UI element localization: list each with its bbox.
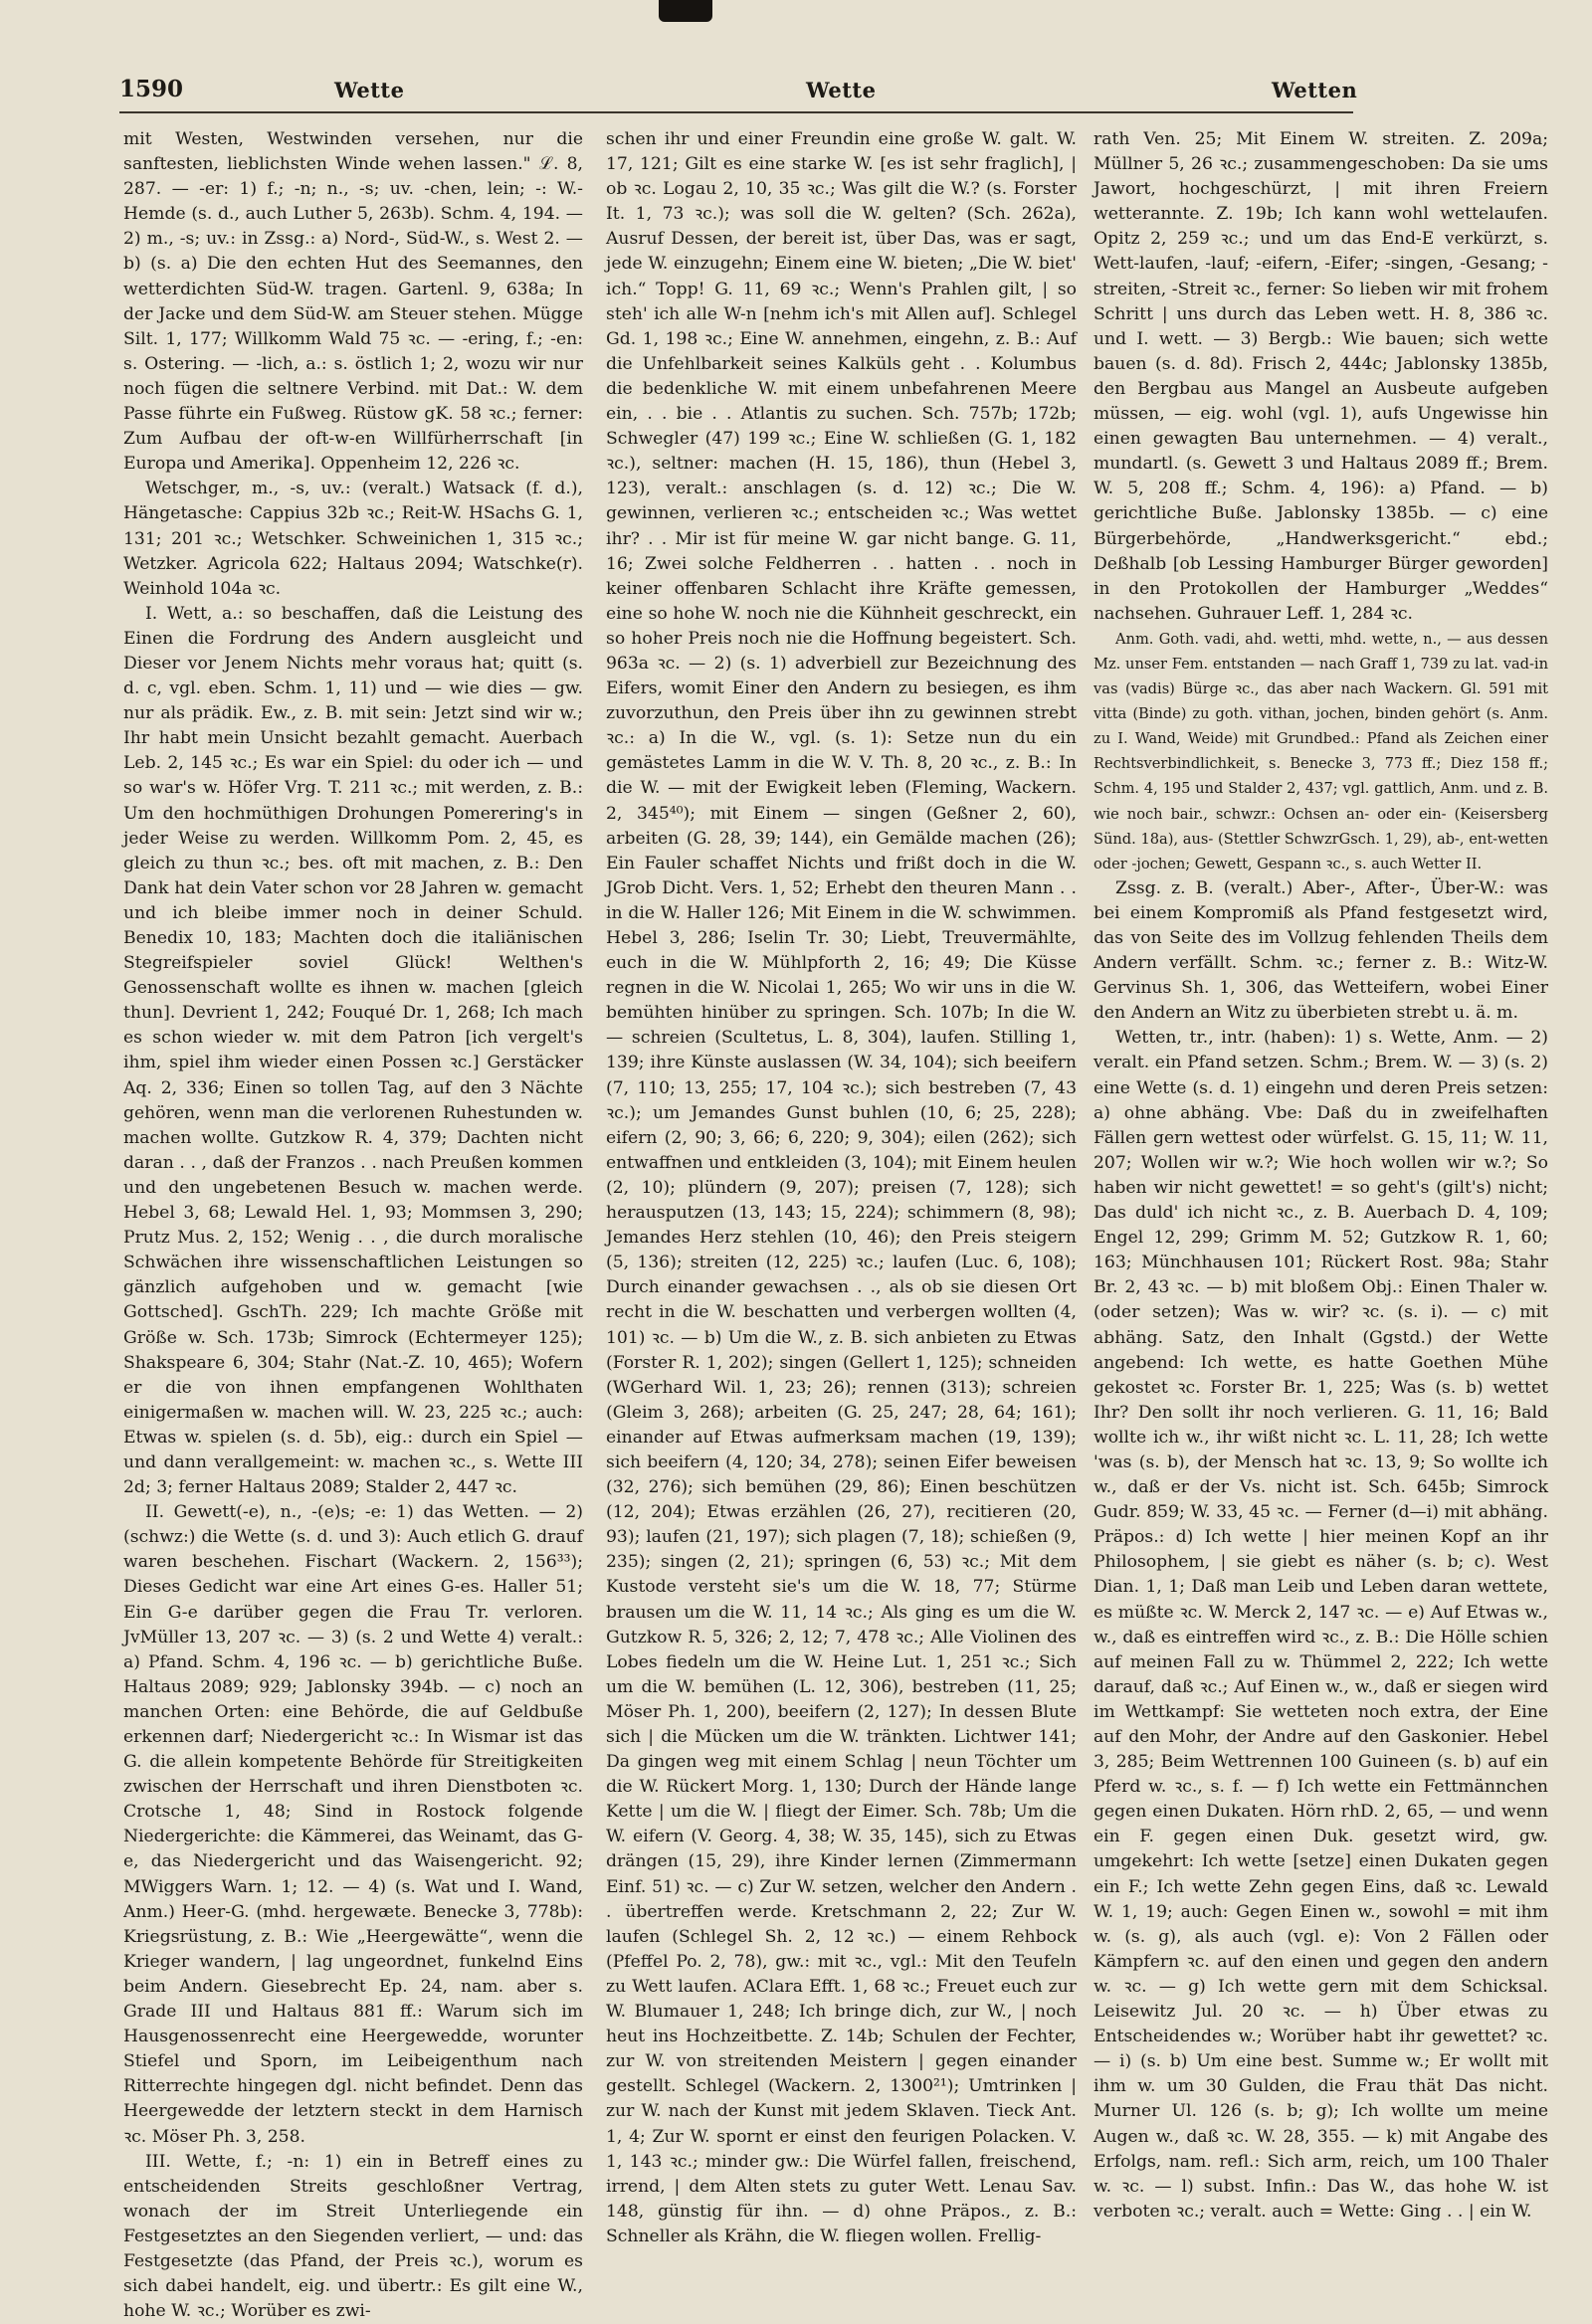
entry-wette-zusammensetzungen: Zssg. z. B. (veralt.) Aber-, After-, Über-W.: was bei einem Kompromiß als Pfand festgesetzt wird, das von Seite des im Vollzug fehlenden Theils dem Andern verfällt. Schm. ꝛc.; ferner z. B.: Witz-W. Gervinus Sh. 1, 306, das Wetteifern, wobei Einer den Andern an Witz zu überbieten strebt u. ä. m. bbox=[1094, 877, 1548, 1024]
column-right bbox=[1094, 127, 1548, 2222]
header-rule bbox=[119, 111, 1353, 113]
page-number: 1590 bbox=[119, 76, 184, 102]
entry-wette-continued: schen ihr und einer Freundin eine große W. galt. W. 17, 121; Gilt es eine starke W. [es ist sehr fraglich], | ob ꝛc. Logau 2, 10, 35 ꝛc.; Was gilt die W.? (s. Forster It. 1, 73 ꝛc.); was soll die W. gelten? (Sch. 262a), Ausruf Dessen, der bereit ist, über Das, was er sagt, jede W. einzugehn; Einem eine W. bieten; „Die W. biet' ich.“ Topp! G. 11, 69 ꝛc.; Wenn's Prahlen gilt, | so steh' ich alle W-n [nehm ich's mit Allen auf]. Schlegel Gd. 1, 198 ꝛc.; Eine W. annehmen, eingehn, z. B.: Auf die Unfehlbarkeit seines Kalküls geht . . Kolumbus die bedenkliche W. mit einem unbefahrenen Meere ein, . . bie . . Atlantis zu suchen. Sch. 757b; 172b; Schwegler (47) 199 ꝛc.; Eine W. schließen (G. 1, 182 ꝛc.), seltner: machen (H. 15, 186), thun (Hebel 3, 123), veralt.: anschlagen (s. d. 12) ꝛc.; Die W. gewinnen, verlieren ꝛc.; entscheiden ꝛc.; Was wettet ihr? . . Mir ist für meine W. gar nicht bange. G. 11, 16; Zwei solche Feldherren . . hatten . . noch in keiner offenbaren Schlacht ihre Kräfte gemessen, eine so hohe W. noch nie die Kühnheit geschreckt, ein so hoher Preis noch nie die Hoffnung begeistert. Sch. 963a ꝛc. — 2) (s. 1) adverbiell zur Bezeichnung des Eifers, womit Einer den Andern zu besiegen, es ihm zuvorzuthun, den Preis über ihn zu gewinnen strebt ꝛc.: a) In die W., vgl. (s. 1): Setze nun du ein gemästetes Lamm in die W. V. Th. 8, 20 ꝛc., z. B.: In die W. — mit der Ewigkeit leben (Fleming, Wackern. 2, 345⁴⁰); mit Einem — singen (Geßner 2, 60), arbeiten (G. 28, 39; 144), ein Gemälde machen (26); Ein Fauler schaffet Nichts und frißt doch in die W. JGrob Dicht. Vers. 1, 52; Erhebt den theuren Mann . . in die W. Haller 126; Mit Einem in die W. schwimmen. Hebel 3, 286; Iselin Tr. 30; Liebt, Treuvermählte, euch in die W. Mühlpforth 2, 16; 49; Die Küsse regnen in die W. Nicolai 1, 265; Wo wir uns in die W. bemühten hinüber zu springen. Sch. 107b; In die W. — schreien (Scultetus, L. 8, 304), laufen. Stilling 1, 139; ihre Künste auslassen (W. 34, 104); sich beeifern (7, 110; 13, 255; 17, 104 ꝛc.); sich bestreben (7, 43 ꝛc.); um Jemandes Gunst buhlen (10, 6; 25, 228); eifern (2, 90; 3, 66; 6, 220; 9, 304); eilen (262); sich entwaffnen und entkleiden (3, 104); mit Einem heulen (2, 10); plündern (9, 207); preisen (7, 128); sich herausputzen (13, 143; 15, 224); schimmern (8, 98); Jemandes Herz stehlen (10, 46); den Preis steigern (5, 136); streiten (12, 225) ꝛc.; laufen (Luc. 6, 108); Durch einander gewachsen . ., als ob sie diesen Ort recht in die W. beschatten und verbergen wollten (4, 101) ꝛc. — b) Um die W., z. B. sich anbieten zu Etwas (Forster R. 1, 202); singen (Gellert 1, 125); schneiden (WGerhard Wil. 1, 23; 26); rennen (313); schreien (Gleim 3, 268); arbeiten (G. 25, 247; 28, 64; 161); einander auf Etwas aufmerksam machen (19, 139); sich beeifern (4, 120; 34, 278); seinen Eifer beweisen (32, 276); sich bemühen (29, 86); Einen beschützen (12, 204); Etwas erzählen (26, 27), recitieren (20, 93); laufen (21, 197); sich plagen (7, 18); schießen (9, 235); singen (2, 21); springen (6, 53) ꝛc.; Mit dem Kustode versteht sie's um die W. 18, 77; Stürme brausen um die W. 11, 14 ꝛc.; Als ging es um die W. Gutzkow R. 5, 326; 2, 12; 7, 478 ꝛc.; Alle Violinen des Lobes fiedeln um die W. Heine Lut. 1, 251 ꝛc.; Sich um die W. bemühen (L. 12, 306), bestreben (11, 25; Möser Ph. 1, 200), beeifern (2, 127); In dessen Blute sich | die Mücken um die W. tränkten. Lichtwer 141; Da gingen weg mit einem Schlag | neun Töchter um die W. Rückert Morg. 1, 130; Durch der Hände lange Kette | um die W. | fliegt der Eimer. Sch. 78b; Um die W. eifern (V. Georg. 4, 38; W. 35, 145), sich zu Etwas drängen (15, 29), ihre Kinder lernen (Zimmermann Einf. 51) ꝛc. — c) Zur W. setzen, welcher den Andern . . übertreffen werde. Kretschmann 2, 22; Zur W. laufen (Schlegel Sh. 2, 12 ꝛc.) — einem Rehbock (Pfeffel Po. 2, 78), gw.: mit ꝛc., vgl.: Mit den Teufeln zu Wett laufen. AClara Efft. 1, 68 ꝛc.; Freuet euch zur W. Blumauer 1, 248; Ich bringe dich, zur W., | noch heut ins Hochzeitbette. Z. 14b; Schulen der Fechter, zur W. von streitenden Meistern | gegen einander gestellt. Schlegel (Wackern. 2, 1300²¹); Umtrinken | zur W. nach der Kunst mit jedem Sklaven. Tieck Ant. 1, 4; Zur W. spornt er einst den feurigen Polacken. V. 1, 143 ꝛc.; minder gw.: Die Würfel fallen, freischend, irrend, | dem Alten stets zu guter Wett. Lenau Sav. 148, günstig für ihn. — d) ohne Präpos., z. B.: Schneller als Krähn, die W. fliegen wollen. Frellig- bbox=[606, 129, 1077, 2246]
column-center bbox=[606, 127, 1077, 2246]
entry-wette-continued-2: rath Ven. 25; Mit Einem W. streiten. Z. 209a; Müllner 5, 26 ꝛc.; zusammengeschoben: Da sie ums Jawort, hochgeschürzt, | mit ihren Freiern wetterannte. Z. 19b; Ich kann wohl wettelaufen. Opitz 2, 259 ꝛc.; und um das End-E verkürzt, s. Wett-laufen, -lauf; -eifern, -Eifer; -singen, -Gesang; -streiten, -Streit ꝛc., ferner: So lieben wir mit frohem Schritt | uns durch das Leben wett. H. 8, 386 ꝛc. und I. wett. — 3) Bergb.: Wie bauen; sich wette bauen (s. d. 8d). Frisch 2, 444c; Jablonsky 1385b, den Bergbau aus Mangel an Ausbeute aufgeben müssen, — eig. wohl (vgl. 1), aufs Ungewisse hin einen gewagten Bau unternehmen. — 4) veralt., mundartl. (s. Gewett 3 und Haltaus 2089 ff.; Brem. W. 5, 208 ff.; Schm. 4, 196): a) Pfand. — b) gerichtliche Buße. Jablonsky 1385b. — c) eine Bürgerbehörde, „Handwerksgericht.“ ebd.; Deßhalb [ob Lessing Hamburger Bürger geworden] in den Protokollen der Hamburger „Weddes“ nachsehen. Guhrauer Leff. 1, 284 ꝛc. bbox=[1094, 129, 1548, 624]
entry-wette: III. Wette, f.; -n: 1) ein in Betreff eines zu entscheidenden Streits geschloßner Vertrag, wonach der im Streit Unterliegende ein Festgesetztes an den Siegenden verliert, — und: das Festgesetzte (das Pfand, der Preis ꝛc.), worum es sich dabei handelt, eig. und übertr.: Es gilt eine W., hohe W. ꝛc.; Worüber es zwi- bbox=[123, 2151, 583, 2322]
entry-wett: I. Wett, a.: so beschaffen, daß die Leistung des Einen die Fordrung des Andern ausgleicht und Dieser vor Jenem Nichts mehr voraus hat; quitt (s. d. c, vgl. eben. Schm. 1, 11) und — wie dies — gw. nur als prädik. Ew., z. B. mit sein: Jetzt sind wir w.; Ihr habt mein Unsicht bezahlt gemacht. Auerbach Leb. 2, 145 ꝛc.; Es war ein Spiel: du oder ich — und so war's w. Höfer Vrg. T. 211 ꝛc.; mit werden, z. B.: Um den hochmüthigen Drohungen Pomerering's in jeder Weise zu werden. Willkomm Pom. 2, 45, es gleich zu thun ꝛc.; bes. oft mit machen, z. B.: Den Dank hat dein Vater schon vor 28 Jahren w. gemacht und ich bleibe immer noch in deiner Schuld. Benedix 10, 183; Machten doch die italiänischen Stegreifspieler soviel Glück! Welthen's Genossenschaft wollte es ihnen w. machen [gleich thun]. Devrient 1, 242; Fouqué Dr. 1, 268; Ich mach es schon wieder w. mit dem Patron [ich vergelt's ihm, spiel ihm wieder einen Possen ꝛc.] Gerstäcker Aq. 2, 336; Einen so tollen Tag, auf den 3 Nächte gehören, wenn man die verlorenen Ruhestunden w. machen wollte. Gutzkow R. 4, 379; Dachten nicht daran . . , daß der Franzos . . nach Preußen kommen und den ungebetenen Besuch w. machen werde. Hebel 3, 68; Lewald Hel. 1, 93; Mommsen 3, 290; Prutz Mus. 2, 152; Wenig . . , die durch moralische Schwächen ihre wissenschaftlichen Leistungen so gänzlich aufgehoben und w. gemacht [wie Gottsched]. GschTh. 229; Ich machte Größe mit Größe w. Sch. 173b; Simrock (Echtermeyer 125); Shakspeare 6, 304; Stahr (Nat.-Z. 10, 465); Wofern er die von ihnen empfangenen Wohlthaten einigermaßen w. machen will. W. 23, 225 ꝛc.; auch: Etwas w. spielen (s. d. 5b), eig.: durch ein Spiel — und dann verallgemeint: w. machen ꝛc., s. Wette III 2d; 3; ferner Haltaus 2089; Stalder 2, 447 ꝛc. bbox=[123, 603, 583, 1498]
running-headword-right: Wetten bbox=[1272, 78, 1358, 102]
entry-westen-continued: mit Westen, Westwinden versehen, nur die sanftesten, lieblichsten Winde wehen lassen." ℒ. 8, 287. — -er: 1) f.; -n; n., -s; uv. -chen, lein; -: W.-Hemde (s. d., auch Luther 5, 263b). Schm. 4, 194. — 2) m., -s; uv.: in Zssg.: a) Nord-, Süd-W., s. West 2. — b) (s. a) Die den echten Hut des Seemannes, den wetterdichten Süd-W. tragen. Gartenl. 9, 638a; In der Jacke und dem Süd-W. am Steuer stehen. Mügge Silt. 1, 177; Willkomm Wald 75 ꝛc. — -ering, f.; -en: s. Ostering. — -lich, a.: s. östlich 1; 2, wozu wir nur noch fügen die seltnere Verbind. mit Dat.: W. dem Passe führte ein Fußweg. Rüstow gK. 58 ꝛc.; ferner: Zum Aufbau der oft-w-en Willfürherrschaft [in Europa und Amerika]. Oppenheim 12, 226 ꝛc. bbox=[123, 129, 583, 475]
binding-tab-mark bbox=[659, 0, 712, 22]
entry-wetschger: Wetschger, m., -s, uv.: (veralt.) Watsack (f. d.), Hängetasche: Cappius 32b ꝛc.; Reit-W. HSachs G. 1, 131; 201 ꝛc.; Wetschker. Schweinichen 1, 315 ꝛc.; Wetzker. Agricola 622; Haltaus 2094; Watschke(r). Weinhold 104a ꝛc. bbox=[123, 479, 583, 599]
running-headword-center: Wette bbox=[806, 78, 877, 102]
entry-wetten: Wetten, tr., intr. (haben): 1) s. Wette, Anm. — 2) veralt. ein Pfand setzen. Schm.; Brem. W. — 3) (s. 2) eine Wette (s. d. 1) eingehn und deren Preis setzen: a) ohne abhäng. Vbe: Daß du in zweifelhaften Fällen gern wettest oder würfelst. G. 15, 11; W. 11, 207; Wollen wir w.?; Wie hoch wollen wir w.?; So haben wir nicht gewettet! = so geht's (gilt's) nicht; Das duld' ich nicht ꝛc., z. B. Auerbach D. 4, 109; Engel 12, 299; Grimm M. 52; Gutzkow R. 1, 60; 163; Münchhausen 101; Rückert Rost. 98a; Stahr Br. 2, 43 ꝛc. — b) mit bloßem Obj.: Einen Thaler w. (oder setzen); Was w. wir? ꝛc. (s. i). — c) mit abhäng. Satz, den Inhalt (Ggstd.) der Wette angebend: Ich wette, es hatte Goethen Mühe gekostet ꝛc. Forster Br. 1, 225; Was (s. b) wettet Ihr? Den sollt ihr noch verlieren. G. 11, 16; Bald wollte ich w., ihr wißt nicht ꝛc. L. 11, 28; Ich wette 'was (s. b), der Mensch hat ꝛc. 13, 9; So wollte ich w., daß er der Vs. nicht ist. Sch. 645b; Simrock Gudr. 859; W. 33, 45 ꝛc. — Ferner (d—i) mit abhäng. Präpos.: d) Ich wette | hier meinen Kopf an ihr Philosophem, | sie giebt es näher (s. b; c). West Dian. 1, 1; Daß man Leib und Leben daran wettete, es müßte ꝛc. W. Merck 2, 147 ꝛc. — e) Auf Etwas w., w., daß es eintreffen wird ꝛc., z. B.: Die Hölle schien auf meinen Fall zu w. Thümmel 2, 222; Ich wette darauf, daß ꝛc.; Auf Einen w., w., daß er siegen wird im Wettkampf: Sie wetteten noch extra, der Eine auf den Mohr, der Andre auf den Gaskonier. Hebel 3, 285; Beim Wettrennen 100 Guineen (s. b) auf ein Pferd w. ꝛc., s. f. — f) Ich wette ein Fettmännchen gegen einen Dukaten. Hörn rhD. 2, 65, — und wenn ein F. gegen einen Duk. gesetzt wird, gw. umgekehrt: Ich wette [setze] einen Dukaten gegen ein F.; Ich wette Zehn gegen Eins, daß ꝛc. Lewald W. 1, 19; auch: Gegen Einen w., sowohl = mit ihm w. (s. g), als auch (vgl. e): Von 2 Fällen oder Kämpfern ꝛc. auf den einen und gegen den andern w. ꝛc. — g) Ich wette gern mit dem Schicksal. Leisewitz Jul. 20 ꝛc. — h) Über etwas zu Entscheidendes w.; Worüber habt ihr gewettet? ꝛc. — i) (s. b) Um eine best. Summe w.; Er wollt mit ihm w. um 30 Gulden, die Frau thät Das nicht. Murner Ul. 126 (s. b; g); Ich wollte um meine Augen w., daß ꝛc. W. 28, 355. — k) mit Angabe des Erfolgs, nam. refl.: Sich arm, reich, um 100 Thaler w. ꝛc. — l) subst. Infin.: Das W., das hohe W. ist verboten ꝛc.; veralt. auch = Wette: Ging . . | ein W. bbox=[1094, 1028, 1548, 2222]
entry-gewett: II. Gewett(-e), n., -(e)s; -e: 1) das Wetten. — 2) (schwz:) die Wette (s. d. und 3): Auch etlich G. drauf waren beschehen. Fischart (Wackern. 2, 156³³); Dieses Gedicht war eine Art eines G-es. Haller 51; Ein G-e darüber gegen die Frau Tr. verloren. JvMüller 13, 207 ꝛc. — 3) (s. 2 und Wette 4) veralt.: a) Pfand. Schm. 4, 196 ꝛc. — b) gerichtliche Buße. Haltaus 2089; 929; Jablonsky 394b. — c) noch an manchen Orten: eine Behörde, die auf Geldbuße erkennen darf; Niedergericht ꝛc.: In Wismar ist das G. die allein kompetente Behörde für Streitigkeiten zwischen der Herrschaft und ihren Dienstboten ꝛc. Crotsche 1, 48; Sind in Rostock folgende Niedergerichte: die Kämmerei, das Weinamt, das G-e, das Niedergericht und das Waisengericht. 92; MWiggers Warn. 1; 12. — 4) (s. Wat und I. Wand, Anm.) Heer-G. (mhd. hergewæte. Benecke 3, 778b): Kriegsrüstung, z. B.: Wie „Heergewätte“, wenn die Krieger wandern, | lag ungeordnet, funkelnd Eins beim Andern. Giesebrecht Ep. 24, nam. aber s. Grade III und Haltaus 881 ff.: Warum sich im Hausgenossenrecht eine Heergewedde, worunter Stiefel und Sporn, im Leibeigenthum nach Ritterrechte hingegen dgl. nicht befindet. Denn das Heergewedde der letztern steckt in dem Harnisch ꝛc. Möser Ph. 3, 258. bbox=[123, 1502, 583, 2147]
column-left bbox=[123, 127, 583, 2322]
running-headword-left: Wette bbox=[334, 78, 405, 102]
entry-wette-anmerkung: Anm. Goth. vadi, ahd. wetti, mhd. wette, n., — aus dessen Mz. unser Fem. entstanden — nach Graff 1, 739 zu lat. vad-in vas (vadis) Bürge ꝛc., das aber nach Wackern. Gl. 591 mit vitta (Binde) zu goth. vithan, jochen, binden gehört (s. Anm. zu I. Wand, Weide) mit Grundbed.: Pfand als Zeichen einer Rechtsverbindlichkeit, s. Benecke 3, 773 ff.; Diez 158 ff.; Schm. 4, 195 und Stalder 2, 437; vgl. gattlich, Anm. und z. B. wie noch bair., schwzr.: Ochsen an- oder ein- (Keisersberg Sünd. 18a), aus- (Stettler SchwzrGsch. 1, 29), ab-, ent-wetten oder -jochen; Gewett, Gespann ꝛc., s. auch Wetter II. bbox=[1094, 630, 1548, 872]
page-header bbox=[119, 70, 1358, 109]
